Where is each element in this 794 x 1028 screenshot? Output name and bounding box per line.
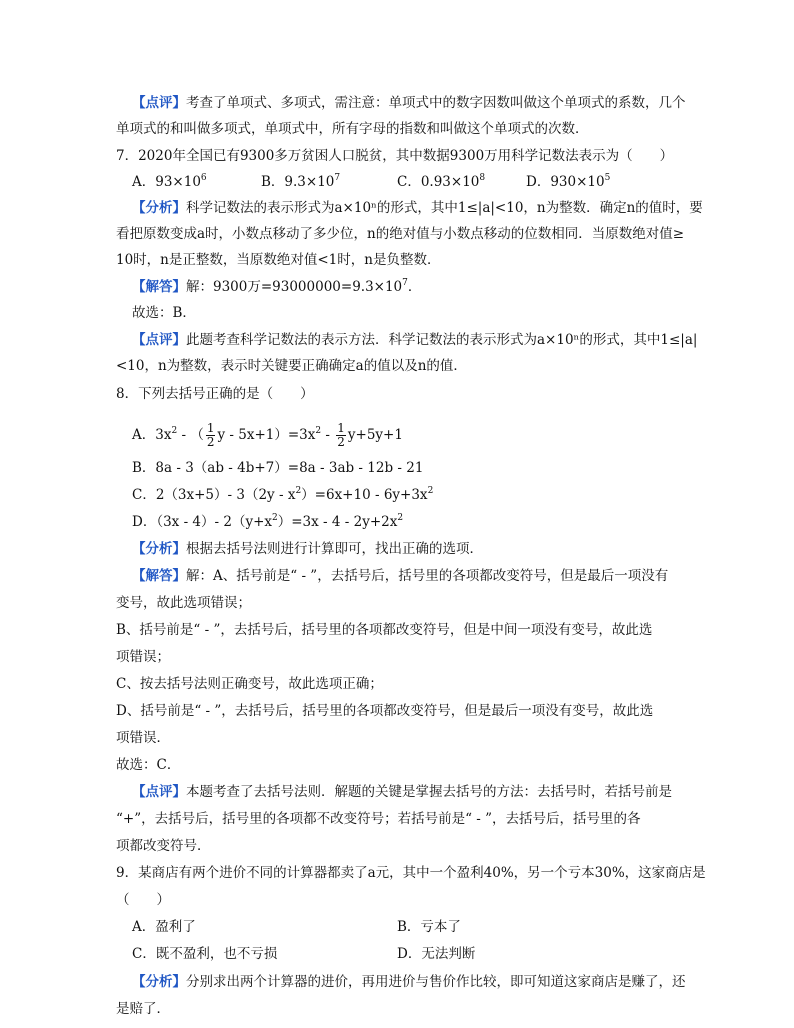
comment-line-2: 单项式的和叫做多项式，单项式中，所有字母的指数和叫做这个单项式的次数． <box>116 121 589 137</box>
q9-option-b: B．亏本了 <box>397 919 461 935</box>
q7-comment-line-2: <10，n为整数，表示时关键要正确确定a的值以及n的值． <box>116 358 467 374</box>
question-9-stem-2: （ ） <box>116 892 170 908</box>
q8-comment-line-2: “+”，去括号后，括号里的各项都不改变符号；若括号前是“ - ”，去括号后，括号里的各 <box>116 811 641 827</box>
analysis-tag: 【分析】 <box>132 974 186 990</box>
comment-tag: 【点评】 <box>132 784 186 800</box>
fraction: $\frac{1}{2}$ <box>337 421 345 449</box>
q8-comment-line-1: 【点评】本题考查了去括号法则．解题的关键是掌握去括号的方法：去括号时，若括号前是 <box>132 784 672 800</box>
q9-option-c: C．既不盈利，也不亏损 <box>132 946 278 962</box>
q8-answer-line-1: 【解答】解：A、括号前是“ - ”，去括号后，括号里的各项都改变符号，但是最后一项没有 <box>132 568 669 584</box>
fraction: $\frac{1}{2}$ <box>206 421 215 449</box>
question-7-stem: 7．2020年全国已有9300多万贫困人口脱贫，其中数据9300万用科学记数法表示为（ ） <box>116 148 674 164</box>
comment-tag: 【点评】 <box>132 95 186 111</box>
q7-option-c: C．$0.93\times 10^8$ <box>397 173 486 190</box>
q9-analysis-line-1: 【分析】分别求出两个计算器的进价，再用进价与售价作比较，即可知道这家商店是赚了，还 <box>132 974 686 990</box>
q8-answer-line-8: 故选：C． <box>116 757 181 773</box>
q8-option-b: B．8a - 3（ab - 4b+7）=8a - 3ab - 12b - 21 <box>132 460 424 476</box>
q8-option-c: C．2（3x+5）- $3(2y - x^2)=6x+10 - 6y+3x^2$ <box>132 486 434 503</box>
q8-option-d: D．（3x - 4）- $2(y+x^2)=3x - 4 - 2y+2x^2$ <box>132 513 404 530</box>
answer-tag: 【解答】 <box>132 279 186 295</box>
comment-line-1 <box>132 93 686 113</box>
q8-answer-line-4: 项错误； <box>116 649 170 665</box>
q9-analysis-line-2: 是赔了． <box>116 1001 170 1017</box>
q9-option-a: A．盈利了 <box>132 919 196 935</box>
q7-analysis-line-2: 看把原数变成a时，小数点移动了多少位，n的绝对值与小数点移动的位数相同．当原数绝对值≥ <box>116 226 685 242</box>
comment-text: 考查了单项式、多项式，需注意：单项式中的数字因数叫做这个单项式的系数，几个 <box>186 95 686 111</box>
q7-analysis-line-1: 【分析】科学记数法的表示形式为a×10ⁿ的形式，其中1≤|a|<10，n为整数．确定n的值时，要 <box>132 200 703 216</box>
question-9-stem: 9．某商店有两个进价不同的计算器都卖了a元，其中一个盈利40%，另一个亏本30%，这家商店是 <box>116 865 706 881</box>
q7-option-b: B．$9.3\times 10^7$ <box>261 173 341 190</box>
q8-analysis: 【分析】根据去括号法则进行计算即可，找出正确的选项． <box>132 541 483 557</box>
q7-option-d: D．$930\times 10^5$ <box>526 173 611 190</box>
q8-option-a: A．$3x^2$ - （ $\frac{1}{2}$ $y - 5x+1)=3x^2$ - $\frac{1}{2}$ y+5y+1 <box>132 421 403 449</box>
q7-analysis-line-3: 10时，n是正整数，当原数绝对值<1时，n是负整数． <box>116 252 441 268</box>
analysis-tag: 【分析】 <box>132 541 186 557</box>
q9-option-d: D．无法判断 <box>397 946 476 962</box>
q7-comment-line-1: 【点评】此题考查科学记数法的表示方法．科学记数法的表示形式为a×10ⁿ的形式，其中1≤|a| <box>132 332 698 348</box>
q7-answer: 【解答】解：9300万$=93000000=9.3\times 10^7$． <box>132 278 422 295</box>
q8-answer-line-3: B、括号前是“ - ”，去括号后，括号里的各项都改变符号，但是中间一项没有变号，故此选 <box>116 622 653 638</box>
q7-choice: 故选：B． <box>132 305 196 321</box>
q7-option-a: A．$93\times 10^6$ <box>132 173 207 190</box>
q8-answer-line-6: D、括号前是“ - ”，去括号后，括号里的各项都改变符号，但是最后一项没有变号，故此选 <box>116 703 654 719</box>
q8-answer-line-2: 变号，故此选项错误； <box>116 595 251 611</box>
q8-comment-line-3: 项都改变符号． <box>116 838 211 854</box>
question-8-stem: 8．下列去括号正确的是（ ） <box>116 386 314 402</box>
q8-answer-line-5: C、按去括号法则正确变号，故此选项正确； <box>116 676 383 692</box>
comment-tag: 【点评】 <box>132 332 186 348</box>
analysis-tag: 【分析】 <box>132 200 186 216</box>
q8-answer-line-7: 项错误． <box>116 730 170 746</box>
answer-tag: 【解答】 <box>132 568 186 584</box>
